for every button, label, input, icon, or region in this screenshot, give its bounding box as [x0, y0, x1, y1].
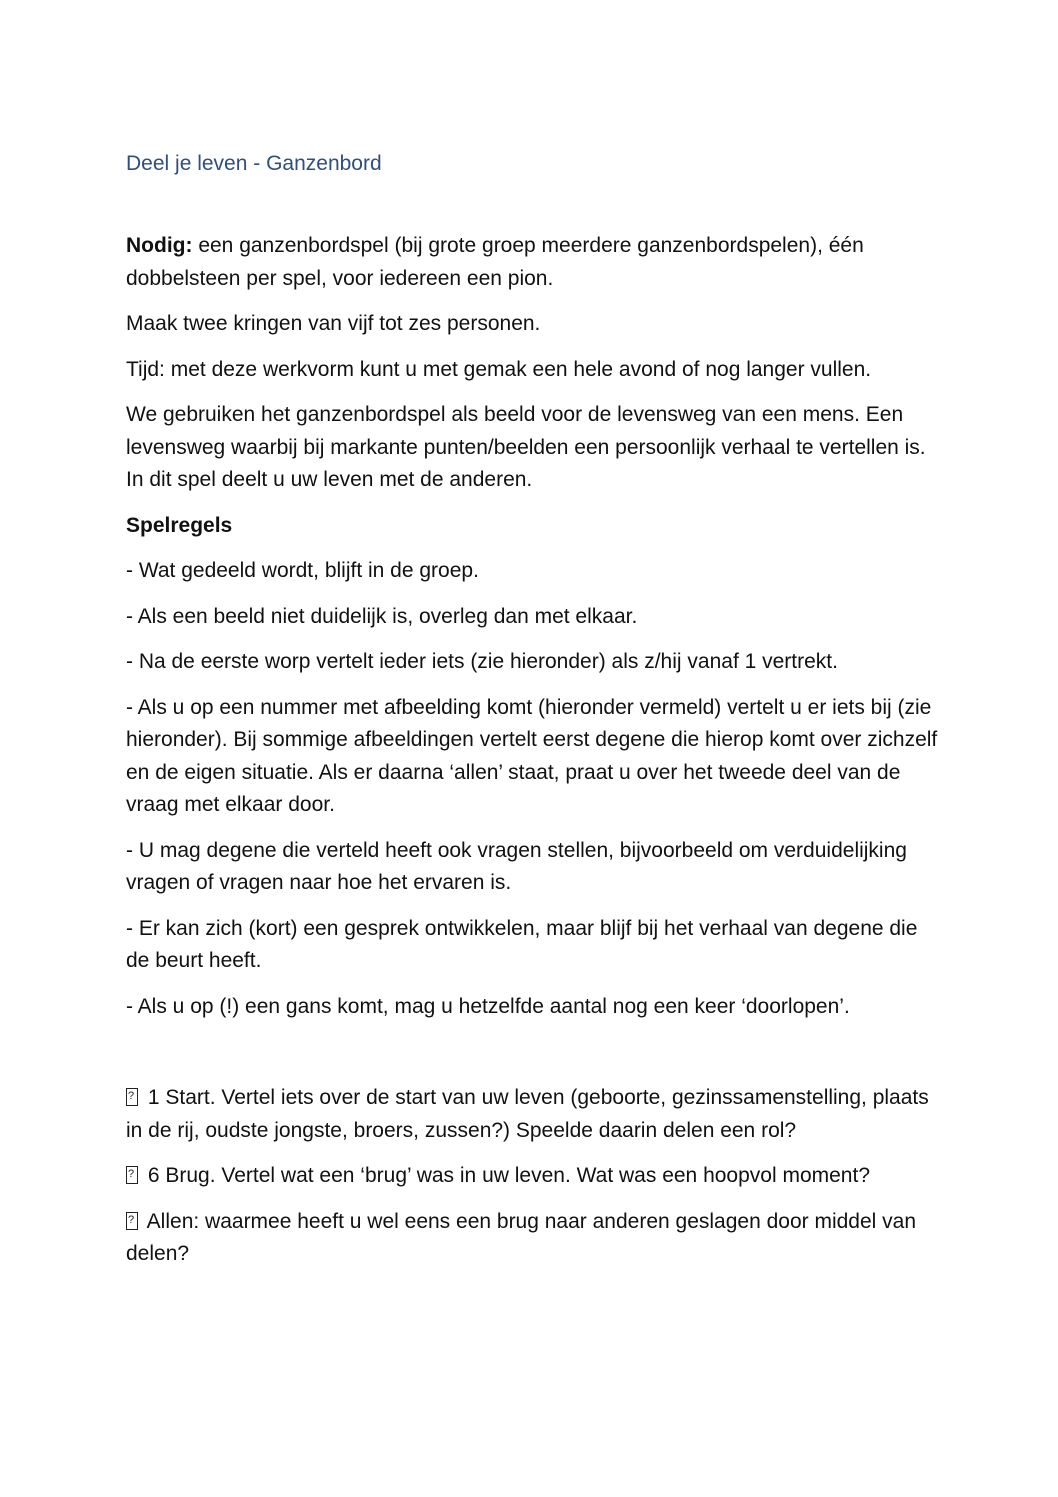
- paragraph-kringen: Maak twee kringen van vijf tot zes personen.: [126, 312, 541, 335]
- board-item-text: 6 Brug. Vertel wat een ‘brug’ was in uw leven. Wat was een hoopvol moment?: [142, 1164, 870, 1187]
- rule-item: - Wat gedeeld wordt, blijft in de groep.: [126, 559, 479, 582]
- document-title: Deel je leven - Ganzenbord: [126, 152, 382, 175]
- board-item-text: Allen: waarmee heeft u wel eens een brug naar anderen geslagen door middel van delen?: [126, 1209, 917, 1265]
- rule-item: - Er kan zich (kort) een gesprek ontwikkelen, maar blijf bij het verhaal van degene die de beurt heeft.: [126, 916, 918, 972]
- rule-item: - U mag degene die verteld heeft ook vragen stellen, bijvoorbeeld om verduidelijking vragen of vragen naar hoe het ervaren is.: [126, 838, 907, 894]
- rule-item: - Als u op een nummer met afbeelding komt (hieronder vermeld) vertelt u er iets bij (zie hieronder). Bij sommige afbeeldingen vertelt eerst degene die hierop komt over zichzelf en de eigen situatie. Als er daarna ‘allen’ staat, praat u over het tweede deel van de vraag met elkaar door.: [126, 695, 938, 816]
- missing-glyph-icon: [126, 1088, 138, 1106]
- board-item: [126, 1160, 946, 1193]
- section-spacer: [126, 1036, 946, 1082]
- board-item: [126, 1082, 946, 1147]
- board-item-text: 1 Start. Vertel iets over de start van uw leven (geboorte, gezinssamenstelling, plaats in de rij, oudste jongste, broers, zussen?) Speelde daarin delen een rol?: [126, 1086, 929, 1142]
- document-body: [126, 150, 946, 1284]
- paragraph-nodig: [126, 230, 946, 295]
- nodig-label: Nodig:: [126, 234, 193, 257]
- paragraph-tijd: Tijd: met deze werkvorm kunt u met gemak een hele avond of nog langer vullen.: [126, 357, 872, 381]
- rule-item: - Als u op (!) een gans komt, mag u hetzelfde aantal nog een keer ‘doorlopen’.: [126, 994, 850, 1018]
- missing-glyph-icon: [126, 1166, 138, 1184]
- spelregels-heading: Spelregels: [126, 513, 233, 537]
- board-item: [126, 1206, 946, 1271]
- paragraph-beeld: We gebruiken het ganzenbordspel als beeld voor de levensweg van een mens. Een levensweg waarbij bij markante punten/beelden een persoonlijk verhaal te vertellen is. In dit spel deelt u uw leven met de anderen.: [126, 403, 926, 491]
- rule-item: - Na de eerste worp vertelt ieder iets (zie hieronder) als z/hij vanaf 1 vertrekt.: [126, 650, 838, 673]
- rule-item: - Als een beeld niet duidelijk is, overleg dan met elkaar.: [126, 604, 638, 628]
- missing-glyph-icon: [126, 1212, 138, 1230]
- nodig-text: een ganzenbordspel (bij grote groep meerdere ganzenbordspelen), één dobbelsteen per spel, voor iedereen een pion.: [126, 234, 864, 290]
